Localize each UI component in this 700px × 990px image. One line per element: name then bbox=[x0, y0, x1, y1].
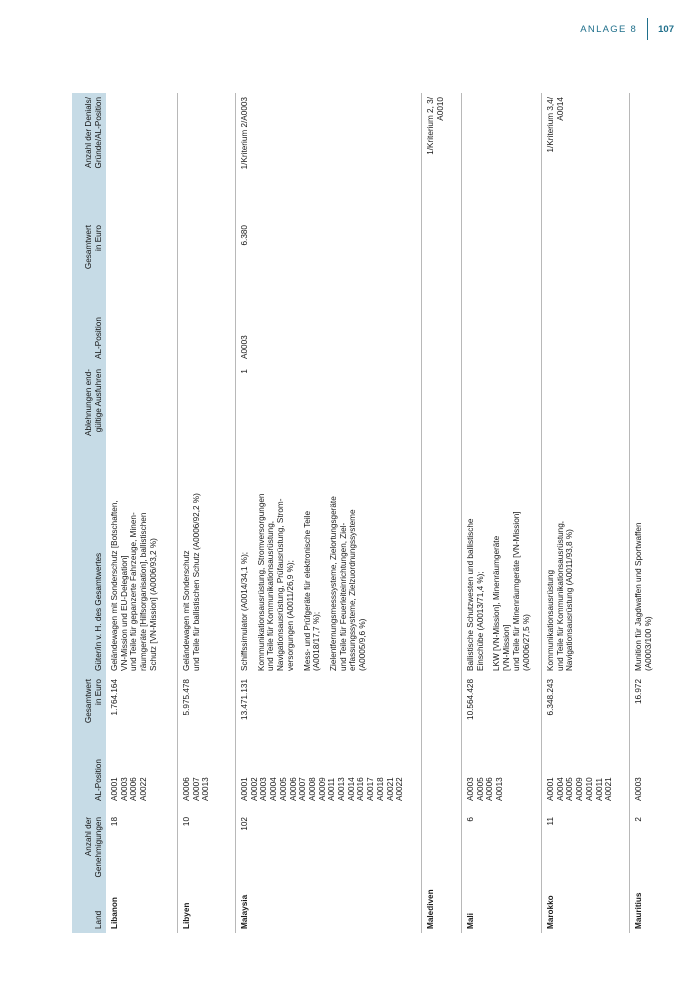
gueter-line: Kommunikationsausrüstung, Stromversorgungen bbox=[256, 493, 266, 671]
gueter-paragraph bbox=[634, 456, 653, 671]
gueter-line: und Teile für gepanzerte Fahrzeuge, Minen- bbox=[129, 512, 139, 671]
cell-anzahl: 18 bbox=[110, 817, 119, 827]
gueter-line: (A0006/27,5 %) bbox=[521, 614, 531, 671]
gueter-line: und Teile für Kommunikationsausrüstung, bbox=[266, 520, 276, 671]
gueter-line: Zielentfernungsmesssysteme, Zielortungsgeräte bbox=[328, 496, 338, 671]
cell-al-position-line: A0017 bbox=[366, 777, 376, 801]
cell-al-position-line: A0004 bbox=[269, 777, 279, 801]
table-row bbox=[236, 93, 422, 933]
export-table bbox=[72, 93, 653, 933]
table-header bbox=[72, 93, 106, 933]
table-body bbox=[106, 93, 653, 933]
cell-al-position-line: A0006 bbox=[129, 777, 139, 801]
cell-al-position-line: A0002 bbox=[249, 777, 259, 801]
gueter-line: Schutz [VN-Mission] (A0006/93,2 %) bbox=[148, 538, 158, 671]
cell-gueter bbox=[546, 456, 582, 671]
cell-al-position-line: A0013 bbox=[495, 777, 505, 801]
gueter-line: Geländewagen mit Sonderschutz bbox=[182, 550, 191, 671]
col-denials: Anzahl der Denials/ Gründe/AL-Position bbox=[84, 97, 103, 169]
cell-gueter bbox=[634, 456, 660, 671]
cell-al-position bbox=[240, 741, 405, 801]
cell-al-position-line: A0009 bbox=[575, 777, 585, 801]
table-row bbox=[178, 93, 236, 933]
cell-al-position-line: A0001 bbox=[240, 777, 249, 801]
col-anzahl: Anzahl der Genehmigungen bbox=[84, 817, 103, 878]
cell-al-position-line: A0004 bbox=[555, 777, 565, 801]
cell-denials-line: 1/Kriterium 2, 3/ bbox=[426, 97, 435, 155]
table-row bbox=[106, 93, 178, 933]
cell-al-position-line: A0001 bbox=[110, 777, 119, 801]
cell-al-position bbox=[182, 741, 211, 801]
gueter-line: Geländewagen mit Sonderschutz [Botschaften, bbox=[110, 500, 119, 671]
cell-al-position-line: A0005 bbox=[278, 777, 288, 801]
gueter-paragraph bbox=[492, 456, 531, 671]
page-header bbox=[580, 18, 674, 40]
cell-al-position bbox=[110, 741, 149, 801]
cell-al-position-line: A0003 bbox=[466, 777, 475, 801]
cell-al-position-line: A0022 bbox=[139, 777, 149, 801]
cell-al-position-line: A0011 bbox=[327, 777, 337, 801]
gueter-line: und Teile für ballistischen Schutz (A0006/92,2 %) bbox=[191, 493, 201, 671]
cell-gesamtwert-2: 6.380 bbox=[240, 225, 249, 246]
cell-al-position-line: A0016 bbox=[356, 777, 366, 801]
cell-denials-line: 1/Kriterium 2/A0003 bbox=[240, 97, 249, 170]
cell-denials-line: 1/Kriterium 3,4/ bbox=[546, 97, 555, 153]
cell-gueter bbox=[240, 456, 375, 671]
gueter-line: (A0003/100 %) bbox=[643, 616, 653, 671]
cell-al-position-line: A0006 bbox=[485, 777, 495, 801]
gueter-line: Kommunikationsausrüstung bbox=[546, 569, 555, 671]
gueter-line: Munition für Jagdwaffen und Sportwaffen bbox=[634, 522, 643, 671]
table-row bbox=[630, 93, 653, 933]
gueter-line: und Teile für Kommunikationsausrüstung, bbox=[555, 520, 565, 671]
gueter-paragraph bbox=[240, 456, 250, 671]
cell-al-position-line: A0009 bbox=[317, 777, 327, 801]
gueter-paragraph bbox=[257, 456, 296, 671]
cell-al-position-line: A0018 bbox=[375, 777, 385, 801]
cell-al-position-line: A0011 bbox=[594, 777, 604, 801]
cell-al-position-line: A0005 bbox=[565, 777, 575, 801]
cell-anzahl: 2 bbox=[634, 817, 643, 822]
gueter-line: Ballistische Schutzwesten und ballistische bbox=[466, 518, 475, 671]
cell-denials-line: A0010 bbox=[435, 97, 445, 121]
cell-al-position-line: A0021 bbox=[604, 777, 614, 801]
cell-al-position bbox=[634, 741, 644, 801]
cell-al-position-line: A0006 bbox=[182, 777, 191, 801]
col-al-position-2: AL-Position bbox=[93, 317, 103, 359]
cell-gesamtwert: 13.471.131 bbox=[240, 679, 249, 720]
cell-land: Mauritius bbox=[634, 892, 643, 929]
col-al-position: AL-Position bbox=[93, 759, 103, 801]
col-gesamtwert-2: Gesamtwert in Euro bbox=[84, 225, 103, 270]
cell-al-position-2: A0003 bbox=[240, 335, 249, 359]
gueter-paragraph bbox=[110, 456, 159, 671]
cell-land: Malaysia bbox=[240, 894, 249, 929]
gueter-line: Mess- und Prüfgeräte für elektronische Teile bbox=[302, 510, 312, 671]
cell-al-position bbox=[546, 741, 614, 801]
cell-al-position-line: A0010 bbox=[584, 777, 594, 801]
cell-anzahl: 102 bbox=[240, 817, 249, 831]
gueter-line: VN-Mission und EU-Delegation] bbox=[119, 555, 129, 671]
cell-al-position-line: A0003 bbox=[119, 777, 129, 801]
cell-gueter bbox=[110, 456, 166, 671]
cell-denials bbox=[426, 97, 445, 217]
cell-al-position-line: A0006 bbox=[288, 777, 298, 801]
cell-land: Malediven bbox=[426, 889, 435, 929]
gueter-paragraph bbox=[303, 456, 322, 671]
gueter-paragraph bbox=[182, 456, 201, 671]
table-row bbox=[542, 93, 630, 933]
cell-denials bbox=[240, 97, 250, 217]
cell-al-position-line: A0013 bbox=[337, 777, 347, 801]
cell-gesamtwert: 5.975.478 bbox=[182, 679, 191, 716]
cell-al-position-line: A0021 bbox=[385, 777, 395, 801]
cell-al-position-line: A0005 bbox=[475, 777, 485, 801]
gueter-line: versorgungen (A0011/26,9 %); bbox=[285, 560, 295, 671]
col-gueter: Güter/in v. H. des Gesamtwertes bbox=[93, 552, 103, 671]
table-row bbox=[462, 93, 542, 933]
gueter-line: Schiffssimulator (A0014/34,1 %); bbox=[240, 551, 249, 671]
cell-land: Libanon bbox=[110, 897, 119, 929]
col-gesamtwert: Gesamtwert in Euro bbox=[84, 679, 103, 724]
cell-gesamtwert: 1.764.164 bbox=[110, 679, 119, 716]
cell-al-position-line: A0008 bbox=[307, 777, 317, 801]
cell-al-position-line: A0007 bbox=[191, 777, 201, 801]
table-row bbox=[422, 93, 462, 933]
cell-al-position-line: A0013 bbox=[201, 777, 211, 801]
gueter-line: räumgeräte [Hilfsorganisation], ballistischen bbox=[139, 512, 149, 671]
cell-al-position bbox=[466, 741, 505, 801]
cell-land: Libyen bbox=[182, 902, 191, 929]
gueter-line: Navigationsausrüstung, Prüfausrüstung, Strom- bbox=[276, 498, 286, 671]
cell-al-position-line: A0001 bbox=[546, 777, 555, 801]
cell-al-position-line: A0007 bbox=[298, 777, 308, 801]
cell-al-position-line: A0003 bbox=[259, 777, 269, 801]
gueter-line: erfassungssysteme, Zielzuordnungssysteme bbox=[348, 509, 358, 671]
gueter-line: und Teile für Feuerleiteinrichtungen, Ziel- bbox=[338, 522, 348, 671]
gueter-paragraph bbox=[329, 456, 368, 671]
cell-land: Mali bbox=[466, 913, 475, 929]
cell-anzahl: 11 bbox=[546, 817, 555, 826]
cell-gueter bbox=[182, 456, 208, 671]
gueter-line: [VN-Mission] bbox=[502, 624, 512, 671]
cell-gesamtwert: 16.972 bbox=[634, 679, 643, 705]
col-ablehnungen: Ablehnungen end- gültige Ausfuhren bbox=[84, 369, 103, 436]
gueter-line: Navigationsausrüstung (A0011/93,8 %) bbox=[565, 529, 575, 671]
cell-ablehnungen: 1 bbox=[240, 369, 249, 374]
gueter-line: Einschübe (A0013/71,4 %); bbox=[475, 571, 485, 671]
cell-denials bbox=[546, 97, 565, 217]
cell-al-position-line: A0014 bbox=[346, 777, 356, 801]
col-land: Land bbox=[93, 910, 103, 929]
page-number: 107 bbox=[658, 23, 674, 35]
cell-gueter bbox=[466, 456, 538, 671]
cell-al-position-line: A0003 bbox=[634, 777, 643, 801]
cell-al-position-line: A0022 bbox=[395, 777, 405, 801]
cell-anzahl: 10 bbox=[182, 817, 191, 827]
gueter-line: (A0018/17,7 %); bbox=[312, 611, 322, 671]
gueter-line: (A0005/9,6 %) bbox=[358, 618, 368, 671]
gueter-paragraph bbox=[466, 456, 485, 671]
gueter-line: und Teile für Minenräumgeräte [VN-Mission] bbox=[511, 511, 521, 671]
cell-gesamtwert: 10.564.428 bbox=[466, 679, 475, 720]
cell-anzahl: 6 bbox=[466, 817, 475, 822]
cell-land: Marokko bbox=[546, 895, 555, 929]
section-label: ANLAGE 8 bbox=[580, 23, 638, 35]
gueter-line: LKW [VN-Mission], Minenräumgeräte bbox=[492, 535, 502, 671]
cell-gesamtwert: 6.348.243 bbox=[546, 679, 555, 716]
gueter-paragraph bbox=[546, 456, 575, 671]
cell-denials-line: A0014 bbox=[555, 97, 565, 121]
